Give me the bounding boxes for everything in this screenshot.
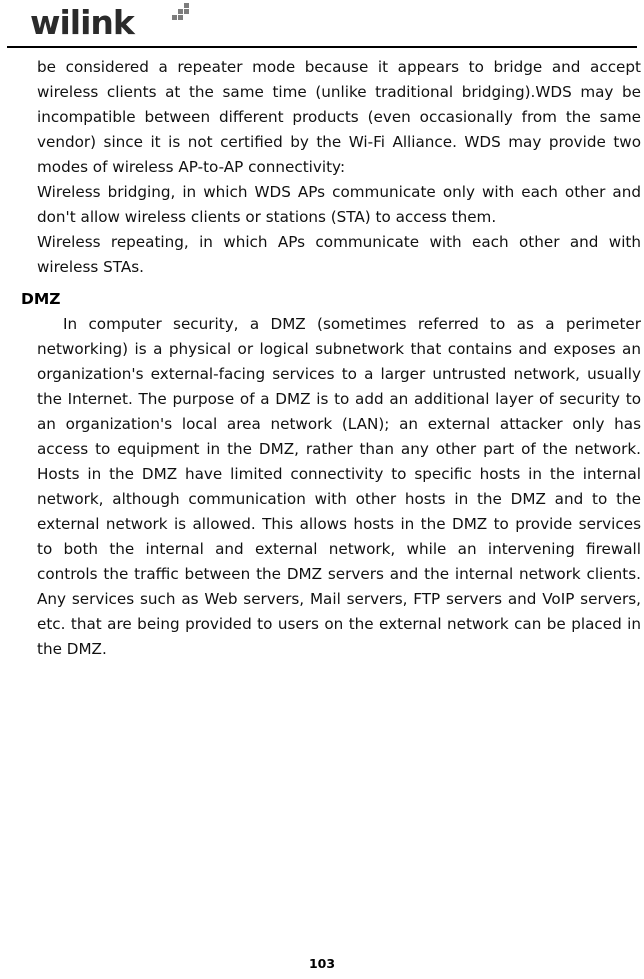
section-heading-dmz: DMZ [21,290,61,308]
logo-wordmark: wilink [30,3,134,42]
paragraph-wireless-bridging: Wireless bridging, in which WDS APs communicate only with each other and don't allow wireless clients or stations (STA) to access them. [37,183,641,226]
page-footer [0,956,644,971]
page-header [0,0,644,46]
paragraph-wireless-repeating: Wireless repeating, in which APs communicate with each other and with wireless STAs. [37,233,641,276]
wilink-logo [30,4,170,42]
dot-matrix-icon [172,6,188,22]
header-divider [7,46,637,48]
paragraph-wds-intro: be considered a repeater mode because it appears to bridge and accept wireless clients at the same time (unlike traditional bridging).WDS may be incompatible between different products (even occasionally from the same vendor) since it is not certified by the Wi-Fi Alliance. WDS may provide two modes of wireless AP-to-AP connectivity: [37,58,641,176]
paragraph-dmz-description: In computer security, a DMZ (sometimes referred to as a perimeter networking) is a physical or logical subnetwork that contains and exposes an organization's external-facing services to a larger untrusted network, usually the Internet. The purpose of a DMZ is to add an additional layer of security to an organization's local area network (LAN); an external attacker only has access to equipment in the DMZ, rather than any other part of the network. Hosts in the DMZ have limited connectivity to specific hosts in the internal network, although communication with other hosts in the DMZ and to the external network is allowed. This allows hosts in the DMZ to provide services to both the internal and external network, while an intervening firewall controls the traffic between the DMZ servers and the internal network clients. Any services such as Web servers, Mail servers, FTP servers and VoIP servers, etc. that are being provided to users on the external network can be placed in the DMZ. [37,315,641,658]
page-number: 103 [308,956,336,971]
page-content [21,55,641,662]
